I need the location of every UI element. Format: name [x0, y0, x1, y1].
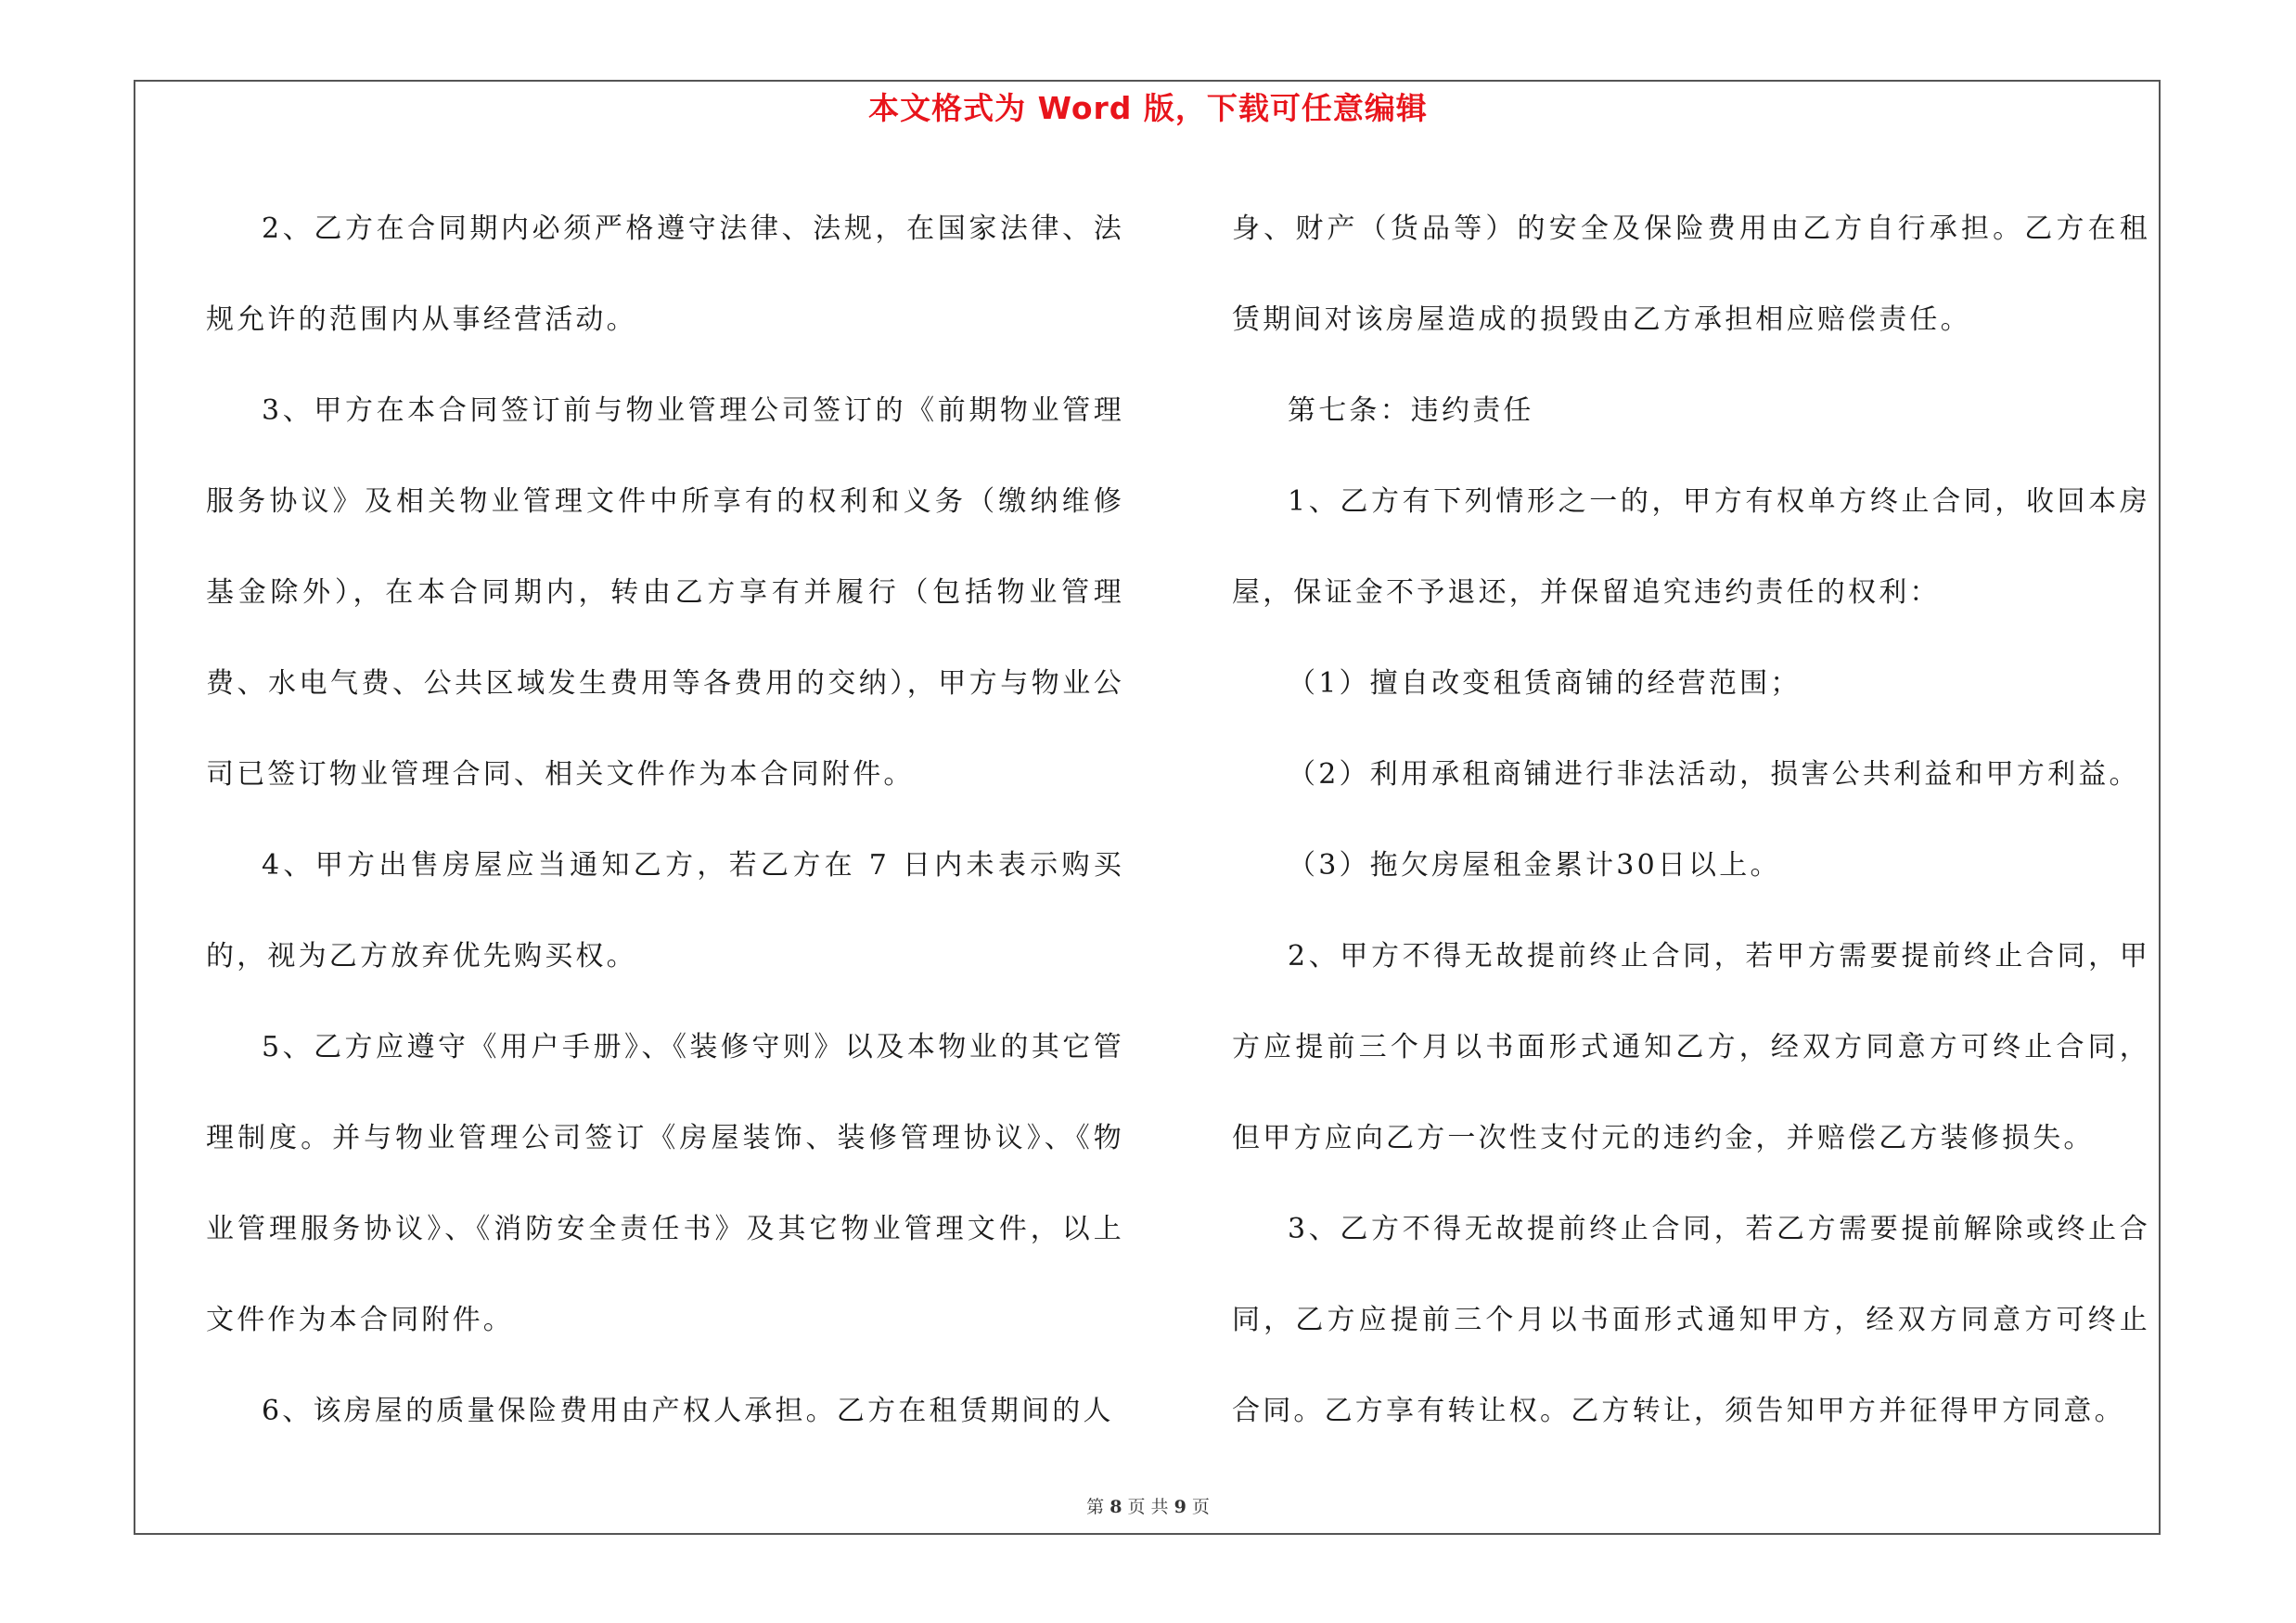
article-7-heading: 第七条：违约责任 [1288, 394, 1534, 427]
clause-6-paragraph: 6、该房屋的质量保险费用由产权人承担。乙方在租赁期间的人 [262, 1395, 1114, 1427]
word-format-banner: 本文格式为 Word 版，下载可任意编辑 [868, 90, 1428, 126]
footer-suffix: 页 [1191, 1497, 1210, 1517]
current-page-number: 8 [1110, 1497, 1122, 1517]
breach-item-2: （2）利用承租商铺进行非法活动，损害公共利益和甲方利益。 [1288, 758, 2140, 791]
breach-clause-1: 1、乙方有下列情形之一的，甲方有权单方终止合同，收回本房屋，保证金不予退还，并保留追究违约责任的权利： [1232, 485, 2150, 609]
footer-prefix: 第 [1086, 1497, 1105, 1517]
breach-item-3: （3）拖欠房屋租金累计30日以上。 [1288, 849, 1781, 882]
clause-4-paragraph: 4、甲方出售房屋应当通知乙方，若乙方在 7 日内未表示购买的，视为乙方放弃优先购买权。 [206, 849, 1124, 973]
breach-clause-2: 2、甲方不得无故提前终止合同，若甲方需要提前终止合同，甲方应提前三个月以书面形式通知乙方，经双方同意方可终止合同，但甲方应向乙方一次性支付元的违约金，并赔偿乙方装修损失。 [1232, 940, 2150, 1154]
clause-2-paragraph: 2、乙方在合同期内必须严格遵守法律、法规，在国家法律、法规允许的范围内从事经营活动。 [206, 213, 1124, 336]
left-column [206, 184, 1124, 1457]
footer-middle: 页 共 [1127, 1497, 1169, 1517]
breach-item-1: （1）擅自改变租赁商铺的经营范围； [1288, 667, 1802, 700]
total-page-number: 9 [1174, 1497, 1186, 1517]
right-column [1232, 184, 2150, 1457]
page-number-footer [0, 1496, 2296, 1518]
clause-5-paragraph: 5、乙方应遵守《用户手册》、《装修守则》以及本物业的其它管理制度。并与物业管理公司签订《房屋装饰、装修管理协议》、《物业管理服务协议》、《消防安全责任书》及其它物业管理文件，以上文件作为本合同附件。 [206, 1031, 1124, 1336]
breach-clause-3: 3、乙方不得无故提前终止合同，若乙方需要提前解除或终止合同，乙方应提前三个月以书面形式通知甲方，经双方同意方可终止合同。乙方享有转让权。乙方转让，须告知甲方并征得甲方同意。 [1232, 1213, 2150, 1427]
clause-3-paragraph: 3、甲方在本合同签订前与物业管理公司签订的《前期物业管理服务协议》及相关物业管理文件中所享有的权利和义务（缴纳维修基金除外），在本合同期内，转由乙方享有并履行（包括物业管理费、水电气费、公共区域发生费用等各费用的交纳），甲方与物业公司已签订物业管理合同、相关文件作为本合同附件。 [206, 394, 1124, 791]
clause-6-continuation: 身、财产（货品等）的安全及保险费用由乙方自行承担。乙方在租赁期间对该房屋造成的损毁由乙方承担相应赔偿责任。 [1232, 213, 2150, 336]
